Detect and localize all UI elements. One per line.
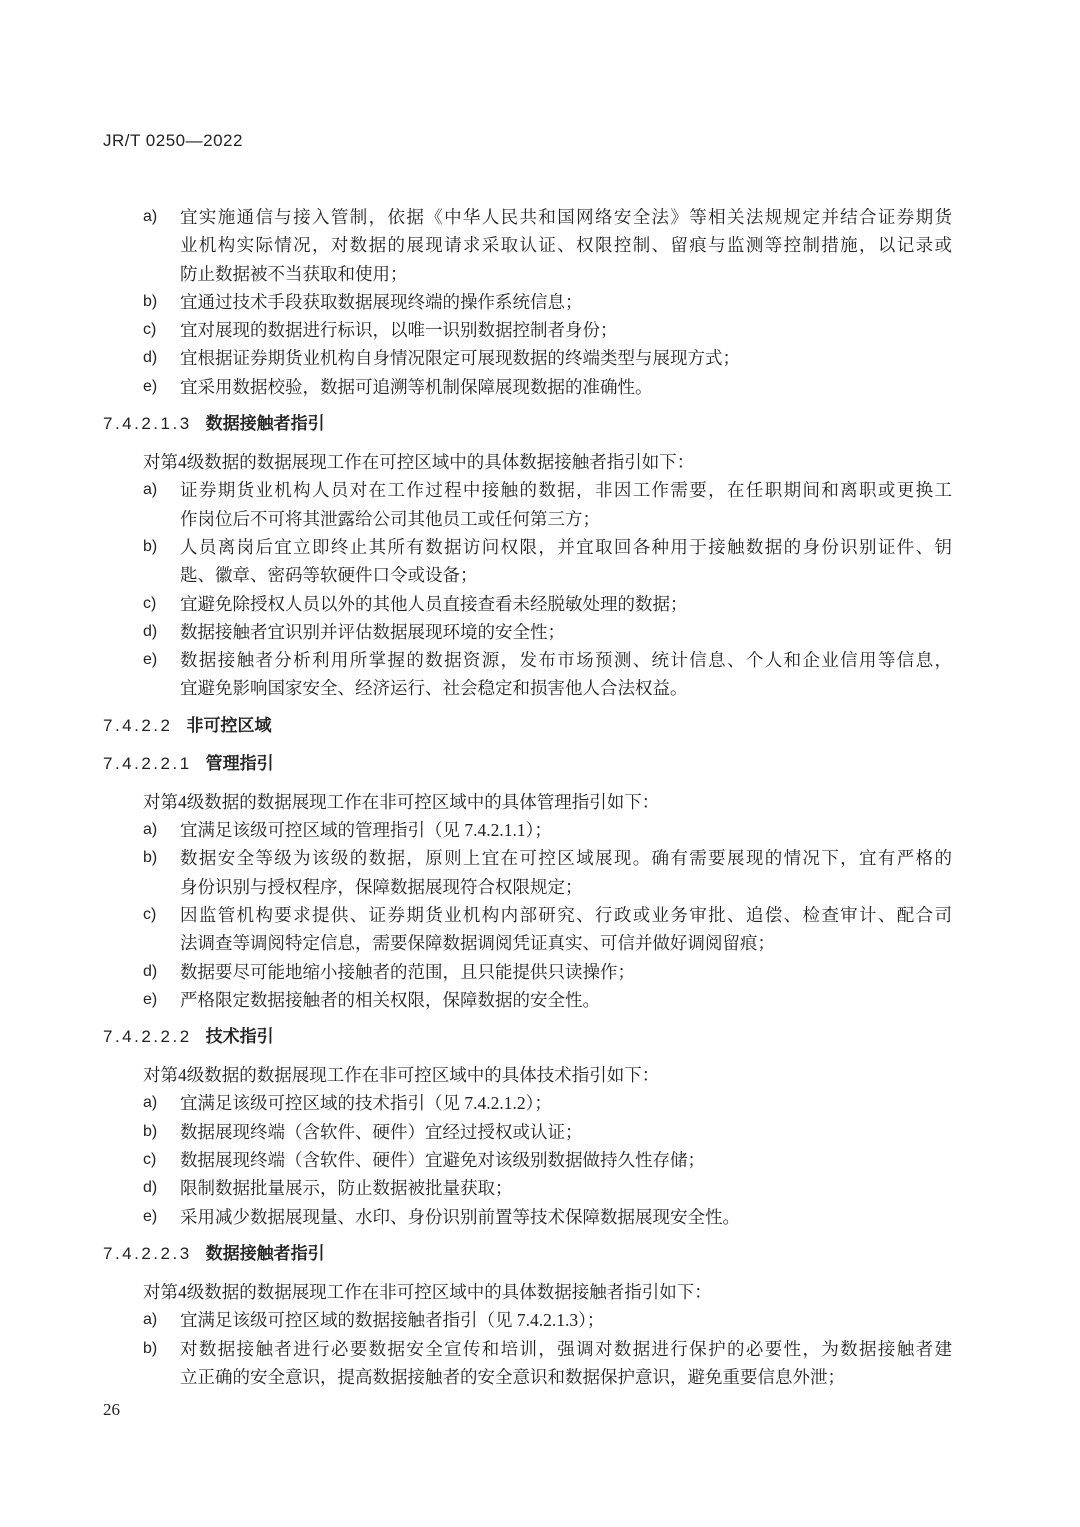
list-item-label: c) — [143, 321, 157, 339]
list-item-line: 宜通过技术手段获取数据展现终端的操作系统信息； — [180, 291, 583, 312]
section-number: 7.4.2.2.2 — [103, 1027, 192, 1047]
list-item — [103, 590, 953, 618]
list-item-line: 对数据接触者进行必要数据安全宣传和培训，强调对数据进行保护的必要性，为数据接触者建 — [180, 1338, 952, 1359]
intro-paragraph — [103, 1061, 953, 1089]
document-body — [103, 203, 953, 1391]
list-item — [103, 533, 953, 590]
section-heading — [103, 1240, 953, 1268]
list-item — [103, 901, 953, 958]
list-item-label: d) — [143, 349, 158, 367]
intro-paragraph — [103, 1278, 953, 1306]
list-item — [103, 958, 953, 986]
paragraph-line: 对第4级数据的数据展现工作在非可控区域中的具体数据接触者指引如下： — [143, 1281, 712, 1302]
list-item-line: 法调查等调阅特定信息，需要保障数据调阅凭证真实、可信并做好调阅留痕； — [180, 933, 775, 954]
list-item-label: a) — [143, 208, 158, 225]
section-number: 7.4.2.1.3 — [103, 414, 192, 434]
section-number: 7.4.2.2.1 — [103, 753, 192, 773]
section-title: 管理指引 — [205, 753, 274, 773]
list-item-label: d) — [143, 962, 158, 980]
list-item — [103, 288, 953, 316]
list-item-line: 宜满足该级可控区域的数据接触者指引（见 7.4.2.1.3）； — [180, 1310, 605, 1331]
list-item — [103, 316, 953, 344]
list-item-line: 身份识别与授权程序，保障数据展现符合权限规定； — [180, 876, 583, 897]
list-item-line: 宜对展现的数据进行标识，以唯一识别数据控制者身份； — [180, 320, 618, 341]
list-item-line: 匙、徽章、密码等软硬件口令或设备； — [180, 565, 478, 586]
intro-paragraph — [103, 788, 953, 816]
list-item-label: c) — [143, 905, 157, 923]
list-item-line: 作岗位后不可将其泄露给公司其他员工或任何第三方； — [180, 508, 600, 529]
section-heading — [103, 750, 953, 778]
list-item-line: 宜避免影响国家安全、经济运行、社会稳定和损害他人合法权益。 — [180, 678, 688, 699]
list-item — [103, 344, 953, 372]
section-heading — [103, 410, 953, 438]
list-item-line: 限制数据批量展示，防止数据被批量获取； — [180, 1178, 513, 1199]
section-number: 7.4.2.2.3 — [103, 1243, 192, 1263]
list-item — [103, 1146, 953, 1174]
list-item-line: 宜满足该级可控区域的技术指引（见 7.4.2.1.2）； — [180, 1093, 552, 1114]
section-heading — [103, 1023, 953, 1051]
list-item — [103, 1335, 953, 1392]
list-item-label: b) — [143, 292, 158, 310]
list-item — [103, 618, 953, 646]
list-item — [103, 816, 953, 844]
list-item-line: 数据展现终端（含软件、硬件）宜经过授权或认证； — [180, 1121, 583, 1142]
section-number: 7.4.2.2 — [103, 715, 173, 735]
list-item-label: c) — [143, 1151, 157, 1169]
page-number: 26 — [103, 1400, 120, 1419]
list-item-label: e) — [143, 990, 158, 1008]
list-item-label: b) — [143, 537, 158, 555]
list-item-line: 宜避免除授权人员以外的其他人员直接查看未经脱敏处理的数据； — [180, 593, 688, 614]
list-item-label: e) — [143, 377, 158, 395]
list-item-label: a) — [143, 821, 158, 839]
list-item — [103, 1118, 953, 1146]
list-item-line: 证券期货业机构人员对在工作过程中接触的数据，非因工作需要，在任职期间和离职或更换工 — [180, 480, 952, 501]
section-title: 非可控区域 — [186, 715, 272, 735]
list-item-line: 数据要尽可能地缩小接触者的范围，且只能提供只读操作； — [180, 961, 635, 982]
list-item-line: 人员离岗后宜立即终止其所有数据访问权限，并宜取回各种用于接触数据的身份识别证件、钥 — [180, 536, 952, 557]
list-item-line: 数据接触者分析利用所掌握的数据资源，发布市场预测、统计信息、个人和企业信用等信息， — [180, 650, 952, 671]
list-item-line: 采用减少数据展现量、水印、身份识别前置等技术保障数据展现安全性。 — [180, 1206, 740, 1227]
list-item — [103, 373, 953, 401]
list-item-label: d) — [143, 622, 158, 640]
list-item-label: a) — [143, 481, 158, 499]
list-item-label: b) — [143, 1122, 158, 1140]
list-item-label: b) — [143, 849, 158, 867]
list-item-line: 宜采用数据校验，数据可追溯等机制保障展现数据的准确性。 — [180, 376, 653, 397]
list-item-line: 数据安全等级为该级的数据，原则上宜在可控区域展现。确有需要展现的情况下，宜有严格的 — [180, 848, 952, 869]
list-item — [103, 844, 953, 901]
list-item — [103, 1306, 953, 1334]
list-item-line: 因监管机构要求提供、证券期货业机构内部研究、行政或业务审批、追偿、检查审计、配合司 — [180, 904, 952, 925]
list-item-label: b) — [143, 1339, 158, 1357]
list-item-label: e) — [143, 1207, 158, 1225]
list-item — [103, 1203, 953, 1231]
paragraph-line: 对第4级数据的数据展现工作在可控区域中的具体数据接触者指引如下： — [143, 452, 695, 473]
section-heading — [103, 712, 953, 740]
list-item-line: 宜实施通信与接入管制，依据《中华人民共和国网络安全法》等相关法规规定并结合证券期货 — [180, 207, 952, 227]
list-item — [103, 646, 953, 703]
document-code-header: JR/T 0250—2022 — [103, 131, 243, 150]
list-item — [103, 986, 953, 1014]
list-item-line: 宜根据证券期货业机构自身情况限定可展现数据的终端类型与展现方式； — [180, 348, 740, 369]
list-item — [103, 1174, 953, 1202]
list-item — [103, 1089, 953, 1117]
section-title: 数据接触者指引 — [205, 414, 325, 434]
list-item-line: 数据展现终端（含软件、硬件）宜避免对该级别数据做持久性存储； — [180, 1150, 705, 1171]
list-item-label: a) — [143, 1311, 158, 1329]
intro-paragraph — [103, 448, 953, 476]
list-item — [103, 203, 953, 288]
list-item-line: 严格限定数据接触者的相关权限，保障数据的安全性。 — [180, 989, 600, 1010]
list-item — [103, 476, 953, 533]
list-item-line: 防止数据被不当获取和使用； — [180, 263, 408, 284]
list-item-line: 立正确的安全意识，提高数据接触者的安全意识和数据保护意识，避免重要信息外泄； — [180, 1366, 845, 1387]
section-title: 数据接触者指引 — [205, 1243, 325, 1263]
list-item-label: a) — [143, 1094, 158, 1112]
paragraph-line: 对第4级数据的数据展现工作在非可控区域中的具体管理指引如下： — [143, 791, 660, 812]
list-item-label: e) — [143, 651, 158, 669]
paragraph-line: 对第4级数据的数据展现工作在非可控区域中的具体技术指引如下： — [143, 1065, 660, 1086]
list-item-line: 数据接触者宜识别并评估数据展现环境的安全性； — [180, 621, 565, 642]
list-item-label: d) — [143, 1179, 158, 1197]
section-title: 技术指引 — [205, 1027, 274, 1047]
list-item-label: c) — [143, 594, 157, 612]
list-item-line: 宜满足该级可控区域的管理指引（见 7.4.2.1.1）； — [180, 820, 552, 841]
list-item-line: 业机构实际情况，对数据的展现请求采取认证、权限控制、留痕与监测等控制措施，以记录或 — [180, 235, 952, 256]
